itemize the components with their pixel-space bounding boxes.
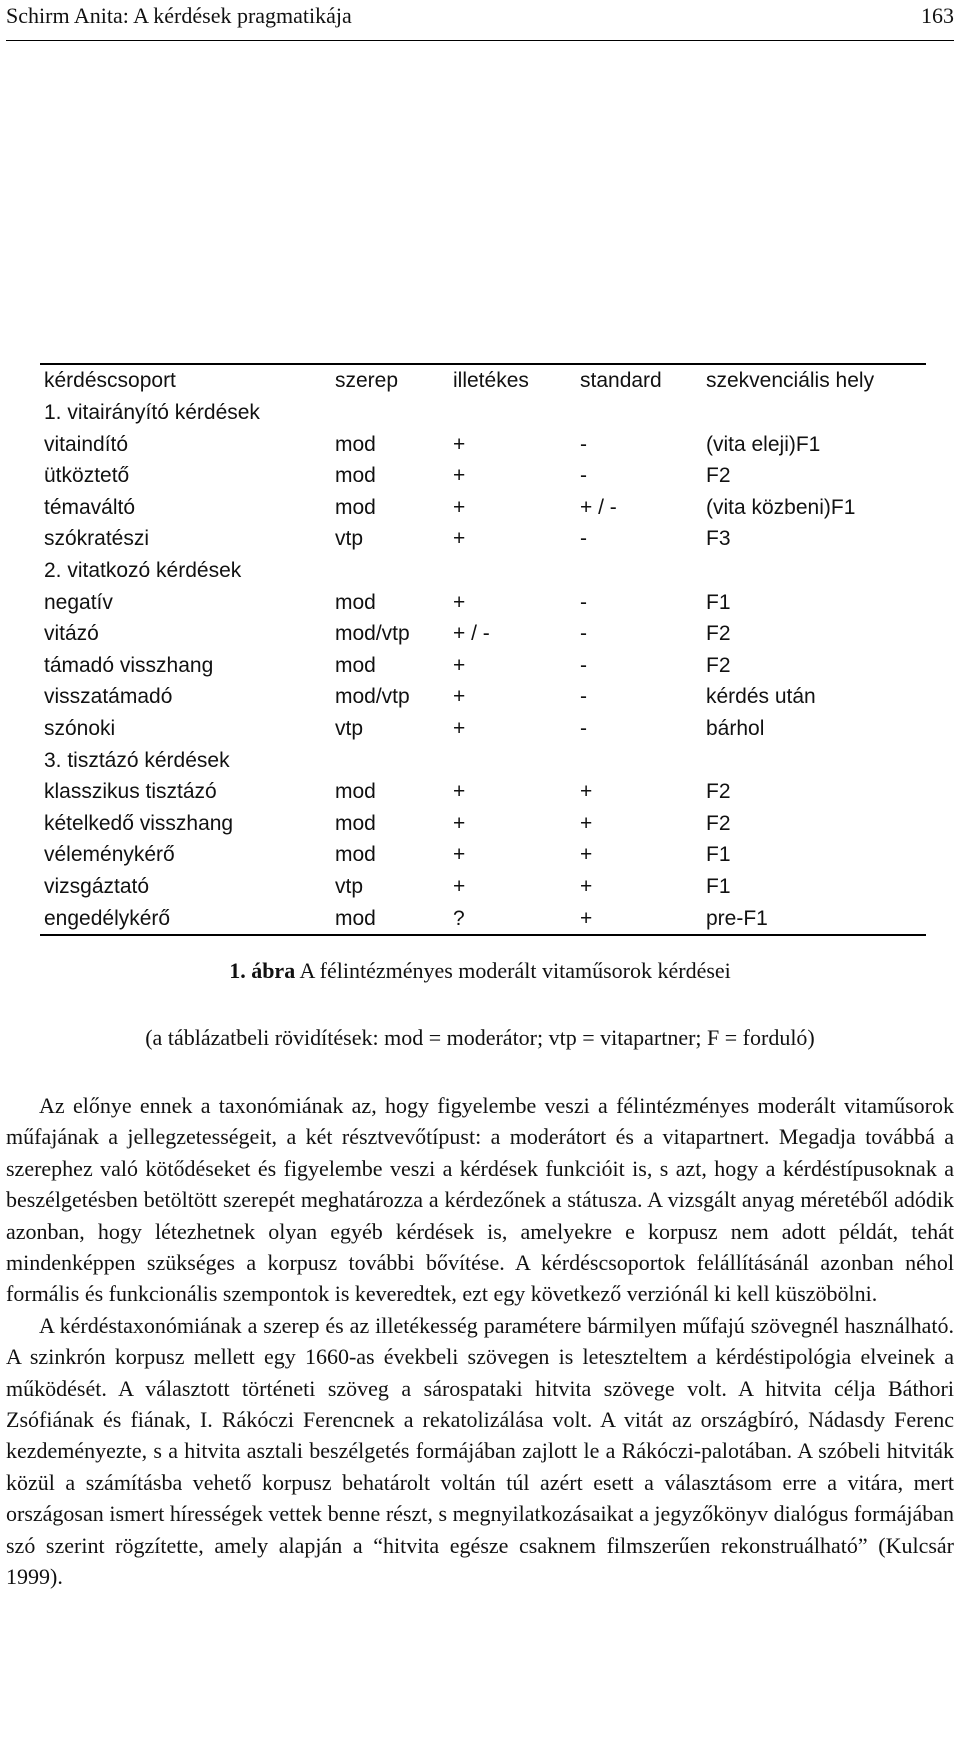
table-row: [40, 492, 926, 524]
table-cell: mod: [335, 811, 376, 835]
table-cell: +: [580, 780, 593, 804]
table-cell: +: [580, 811, 593, 835]
table-cell: + / -: [580, 495, 617, 519]
table-cell: mod: [335, 464, 376, 488]
running-header: [6, 0, 954, 41]
body-text: [6, 1090, 954, 1593]
table-row: [40, 555, 926, 587]
table-cell: vitaindító: [44, 432, 129, 456]
table-row: [40, 523, 926, 555]
table-cell: mod: [335, 590, 376, 614]
table-cell: -: [580, 527, 587, 551]
table-cell: negatív: [44, 590, 113, 614]
table-cell: bárhol: [706, 716, 765, 740]
table-cell: témaváltó: [44, 495, 136, 519]
table-cell: +: [453, 874, 466, 898]
table-row: [40, 839, 926, 871]
table-row: [40, 429, 926, 461]
table-cell: + / -: [453, 622, 490, 646]
table-cell: ?: [453, 906, 465, 930]
table-row: [40, 871, 926, 903]
table-header-row: [40, 365, 926, 397]
table-cell: mod: [335, 495, 376, 519]
table-cell: -: [580, 716, 587, 740]
table-cell: F2: [706, 780, 731, 804]
header-title: Schirm Anita: A kérdések pragmatikája: [6, 3, 352, 28]
table-cell: +: [580, 843, 593, 867]
table-cell: pre-F1: [706, 906, 768, 930]
table-row: [40, 681, 926, 713]
table-cell: +: [453, 780, 466, 804]
table-cell: 3. tisztázó kérdések: [44, 748, 230, 772]
paragraph: A kérdéstaxonómiának a szerep és az illetékesség paramétere bármilyen műfajú szövegnél használható. A szinkrón korpusz mellett egy 1660-as évekbeli szövegen is leteszteltem a kérdéstipológia elveinek a működését. A választott történeti szöveg a sárospataki hitvita szövege volt. A hitvita célja Báthori Zsófiának és fiának, I. Rákóczi Ferencnek a rekatolizálása volt. A vitát az országbíró, Nádasdy Ferenc kezdeményezte, s a hitvita asztali beszélgetés formájában zajlott le a Rákóczi-palotában. A szóbeli hitviták közül a számításba vehető korpusz behatárolt voltán túl azért esett a választásom erre a vitára, mert országosan ismert hírességek vettek benne részt, s megnyilatkozásaikat a jegyzőkönyv dialógus formájában szó szerint rögzítette, amely alapján a “hitvita egésze csaknem filmszerűen rekonstruálható” (Kulcsár 1999).: [6, 1312, 954, 1590]
table-cell: +: [453, 811, 466, 835]
table-cell: F1: [706, 874, 731, 898]
table-cell: mod: [335, 843, 376, 867]
table-row: [40, 776, 926, 808]
table-cell: (vita közbeni)F1: [706, 495, 856, 519]
table-cell: +: [453, 495, 466, 519]
column-header: szerep: [335, 369, 399, 392]
table-cell: -: [580, 653, 587, 677]
abbreviations-note: (a táblázatbeli rövidítések: mod = moderátor; vtp = vitapartner; F = forduló): [145, 1025, 815, 1050]
table-cell: visszatámadó: [44, 685, 173, 709]
table-cell: szónoki: [44, 716, 116, 740]
table-cell: +: [580, 906, 593, 930]
column-header: kérdéscsoport: [44, 369, 176, 392]
table-row: [40, 713, 926, 745]
table-cell: ütköztető: [44, 464, 130, 488]
table-cell: mod: [335, 653, 376, 677]
table-cell: mod/vtp: [335, 622, 410, 646]
table-cell: szókratészi: [44, 527, 150, 551]
table-cell: kérdés után: [706, 685, 816, 709]
table-cell: mod: [335, 432, 376, 456]
figure-label: 1. ábra: [229, 958, 296, 983]
table-cell: -: [580, 590, 587, 614]
figure-caption: [0, 958, 960, 984]
table-row: [40, 745, 926, 777]
table-cell: F2: [706, 622, 731, 646]
table-cell: F3: [706, 527, 731, 551]
table-row: [40, 618, 926, 650]
table-cell: +: [453, 527, 466, 551]
table-cell: vitázó: [44, 622, 99, 646]
table-cell: F2: [706, 464, 731, 488]
table-cell: +: [453, 464, 466, 488]
table-row: [40, 903, 926, 935]
table-cell: F2: [706, 653, 731, 677]
table-cell: engedélykérő: [44, 906, 171, 930]
column-header: standard: [580, 369, 662, 392]
table-cell: 2. vitatkozó kérdések: [44, 558, 242, 582]
table-cell: F1: [706, 590, 731, 614]
table-cell: +: [453, 432, 466, 456]
question-taxonomy-table: [40, 363, 926, 936]
table-cell: 1. vitairányító kérdések: [44, 401, 260, 424]
table-row: [40, 397, 926, 429]
table-cell: +: [580, 874, 593, 898]
table-row: [40, 650, 926, 682]
table-row: [40, 460, 926, 492]
table-cell: mod/vtp: [335, 685, 410, 709]
table-cell: F1: [706, 843, 731, 867]
table-cell: vizsgáztató: [44, 874, 150, 898]
table-cell: -: [580, 622, 587, 646]
table-cell: +: [453, 716, 466, 740]
table-cell: véleménykérő: [44, 843, 175, 867]
paragraph: Az előnye ennek a taxonómiának az, hogy figyelembe veszi a félintézményes moderált vitaműsorok műfajának a jellegzetességeit, a két résztvevőtípust: a moderátort és a vitapartnert. Megadja továbbá a szerephez való kötődéseket és figyelembe veszi a kérdések funkcióit is, s azt, hogy a kérdéstípusoknak a beszélgetésben betöltött szerepét meghatározza a kérdezőnek a státusza. A vizsgált anyag méretéből adódik azonban, hogy létezhetnek olyan egyéb kérdések is, amelyekre e korpusz nem adott példát, tehát mindenképpen szükséges a korpusz további bővítése. A kérdéscsoportok felállításánál azonban néhol formális és funkcionális szempontok is keveredtek, ezt egy következő verziónál ki kell küszöbölni.: [6, 1093, 954, 1307]
table-cell: -: [580, 685, 587, 709]
table-row: [40, 808, 926, 840]
table-cell: +: [453, 685, 466, 709]
table-cell: -: [580, 432, 587, 456]
table-cell: klasszikus tisztázó: [44, 780, 217, 804]
table-cell: (vita eleji)F1: [706, 432, 821, 456]
column-header: szekvenciális hely: [706, 369, 875, 392]
table-cell: +: [453, 590, 466, 614]
table-cell: vtp: [335, 716, 364, 740]
table-cell: mod: [335, 906, 376, 930]
table-cell: +: [453, 653, 466, 677]
table-cell: kételkedő visszhang: [44, 811, 234, 835]
column-header: illetékes: [453, 369, 529, 392]
table-cell: +: [453, 843, 466, 867]
page-number: 163: [921, 3, 954, 28]
table-cell: támadó visszhang: [44, 653, 214, 677]
figure-caption-text: A félintézményes moderált vitaműsorok kérdései: [295, 958, 731, 983]
table-cell: vtp: [335, 874, 364, 898]
table-cell: -: [580, 464, 587, 488]
table-cell: F2: [706, 811, 731, 835]
table-row: [40, 587, 926, 619]
table-cell: vtp: [335, 527, 364, 551]
table-cell: mod: [335, 780, 376, 804]
